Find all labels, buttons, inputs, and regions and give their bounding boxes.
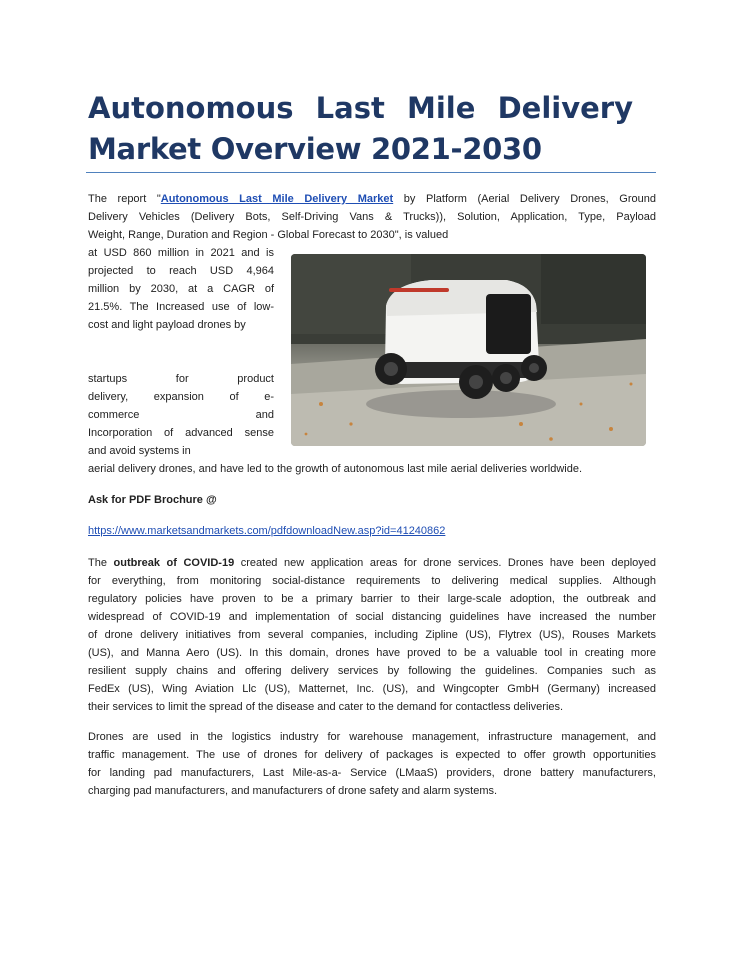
side-line: 21.5%. The Increased use of low- bbox=[88, 301, 274, 313]
intro-line: The report "Autonomous Last Mile Delivery Market by Platform (Aerial Delivery Drones, Ground bbox=[88, 193, 656, 205]
intro-paragraph bbox=[88, 190, 656, 244]
side-line: Incorporation of advanced sense bbox=[88, 427, 274, 439]
side-text-top bbox=[88, 244, 274, 334]
robot-illustration bbox=[291, 254, 646, 446]
title-line-1 bbox=[88, 88, 633, 129]
covid-paragraph bbox=[88, 554, 656, 716]
side-line: and avoid systems in bbox=[88, 445, 191, 457]
brochure-label: Ask for PDF Brochure @ bbox=[88, 494, 217, 506]
title-word: Autonomous bbox=[88, 91, 294, 125]
covid-line: The outbreak of COVID-19 created new application areas for drone services. Drones have been deployed bbox=[88, 557, 657, 569]
side-text-bottom bbox=[88, 370, 274, 460]
title-word: Mile bbox=[407, 91, 476, 125]
title-word: Last bbox=[315, 91, 385, 125]
title-underline bbox=[86, 172, 656, 173]
covid-line: resilient supply chains and offering delivery services by following the guidelines. Companies such as bbox=[88, 665, 656, 677]
brochure-link[interactable]: https://www.marketsandmarkets.com/pdfdownloadNew.asp?id=41240862 bbox=[88, 525, 446, 537]
drones-line: charging pad manufacturers, and manufacturers of drone safety and alarm systems. bbox=[88, 785, 498, 797]
intro-line: Delivery Vehicles (Delivery Bots, Self-Driving Vans & Trucks)), Solution, Application, Type, Payload bbox=[88, 211, 656, 223]
page-title bbox=[88, 88, 633, 170]
title-line-2: Market Overview 2021-2030 bbox=[88, 132, 542, 166]
after-image-text: aerial delivery drones, and have led to the growth of autonomous last mile aerial deliveries worldwide. bbox=[88, 463, 583, 475]
drones-paragraph bbox=[88, 728, 656, 800]
intro-line: Weight, Range, Duration and Region - Global Forecast to 2030", is valued bbox=[88, 229, 449, 241]
title-word: Delivery bbox=[497, 91, 633, 125]
side-line: startups for product bbox=[88, 373, 274, 385]
drones-line: for landing pad manufacturers, Last Mile-as-a- Service (LMaaS) providers, drone battery manufacturers, bbox=[88, 767, 656, 779]
side-line: million by 2030, at a CAGR of bbox=[88, 283, 274, 295]
covid-line: their services to limit the spread of the disease and cater to the demand for contactless deliveries. bbox=[88, 701, 564, 713]
covid-bold-phrase: outbreak of COVID-19 bbox=[113, 557, 235, 569]
covid-line: of drone delivery initiatives from several companies, including Zipline (US), Flytrex (US), Rouses Markets bbox=[88, 629, 656, 641]
side-line: cost and light payload drones by bbox=[88, 319, 246, 331]
covid-line: (US), and Manna Aero (US). In this domain, drones have proved to be a valuable tool in creating more bbox=[88, 647, 656, 659]
side-line: at USD 860 million in 2021 and is bbox=[88, 247, 274, 259]
drones-line: traffic management. The use of drones for delivery of packages is expected to offer growth opportunities bbox=[88, 749, 656, 761]
side-line: commerce and bbox=[88, 409, 274, 421]
covid-line: for everything, from monitoring social-distance requirements to delivering medical supplies. Although bbox=[88, 575, 656, 587]
delivery-robot-photo bbox=[291, 254, 646, 446]
side-line: projected to reach USD 4,964 bbox=[88, 265, 274, 277]
side-line: delivery, expansion of e- bbox=[88, 391, 274, 403]
covid-line: regulatory policies have proven to be a primary barrier to their large-scale adoption, the outbreak and bbox=[88, 593, 656, 605]
covid-line: FedEx (US), Wing Aviation Llc (US), Matternet, Inc. (US), and Wingcopter GmbH (Germany) increased bbox=[88, 683, 656, 695]
report-link[interactable]: Autonomous Last Mile Delivery Market bbox=[160, 193, 394, 205]
drones-line: Drones are used in the logistics industry for warehouse management, infrastructure management, and bbox=[88, 731, 656, 743]
covid-line: widespread of COVID-19 and implementation of social distancing guidelines have increased the number bbox=[88, 611, 656, 623]
